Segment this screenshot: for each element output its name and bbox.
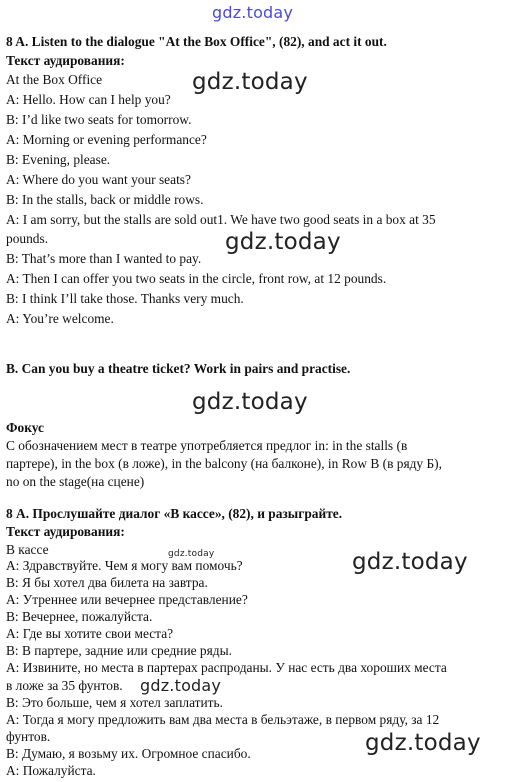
dialogue-line-ru-5: А: Где вы хотите свои места? [6, 626, 174, 641]
dialogue-line-en-6: B: In the stalls, back or middle rows. [6, 192, 204, 207]
dialogue-line-en-10: B: I think I’ll take those. Thanks very much. [6, 291, 244, 306]
script-label-en: Текст аудирования: [6, 53, 125, 68]
dialogue-line-en-5: A: Where do you want your seats? [6, 172, 191, 187]
dialogue-line-en-8: B: That’s more than I wanted to pay. [6, 251, 202, 266]
dialogue-line-en-9: A: Then I can offer you two seats in the circle, front row, at 12 pounds. [6, 271, 387, 286]
focus-label: Фокус [6, 420, 44, 435]
task-8a-heading: 8 A. Listen to the dialogue "At the Box Office", (82), and act it out. [6, 34, 387, 49]
dialogue-title-en: At the Box Office [6, 72, 103, 87]
dialogue-line-en-4: B: Evening, please. [6, 152, 111, 167]
dialogue-line-ru-1: А: Здравствуйте. Чем я могу вам помочь? [6, 558, 243, 573]
dialogue-line-ru-6: B: В партере, задние или средние ряды. [6, 643, 232, 658]
dialogue-title-ru: В кассе [6, 542, 49, 557]
watermark-tiny: gdz.today [168, 549, 215, 559]
dialogue-line-en-3: A: Morning or evening performance? [6, 132, 207, 147]
watermark-top: gdz.today [212, 3, 294, 22]
watermark-2: gdz.today [225, 229, 341, 255]
dialogue-line-en-7: A: I am sorry, but the stalls are sold out1. We have two good seats in a box at 35 [6, 212, 436, 227]
dialogue-line-ru-9-cont: фунтов. [6, 729, 51, 744]
task-8a-heading-ru: 8 А. Прослушайте диалог «В кассе», (82), и разыграйте. [6, 506, 343, 521]
watermark-4: gdz.today [352, 549, 468, 575]
dialogue-line-ru-9: А: Тогда я могу предложить вам два места в бельэтаже, в первом ряду, за 12 [6, 712, 440, 727]
watermark-6: gdz.today [365, 730, 481, 756]
focus-line-1: С обозначением мест в театре употребляется предлог in: in the stalls (в [6, 438, 408, 453]
dialogue-line-ru-11: А: Пожалуйста. [6, 763, 96, 778]
dialogue-line-en-1: A: Hello. How can I help you? [6, 92, 171, 107]
dialogue-line-ru-3: А: Утреннее или вечернее представление? [6, 592, 248, 607]
task-b-heading: B. Can you buy a theatre ticket? Work in pairs and practise. [6, 361, 351, 376]
dialogue-line-en-7-cont: pounds. [6, 231, 49, 246]
dialogue-line-ru-7-cont: в ложе за 35 фунтов. [6, 678, 123, 693]
dialogue-line-ru-10: B: Думаю, я возьму их. Огромное спасибо. [6, 746, 251, 761]
dialogue-line-ru-2: B: Я бы хотел два билета на завтра. [6, 575, 208, 590]
watermark-1: gdz.today [192, 69, 308, 95]
dialogue-line-ru-8: B: Это больше, чем я хотел заплатить. [6, 695, 223, 710]
script-label-ru: Текст аудирования: [6, 524, 125, 539]
dialogue-line-en-11: A: You’re welcome. [6, 311, 114, 326]
focus-line-3: no on the stage(на сцене) [6, 474, 145, 489]
dialogue-line-en-2: B: I’d like two seats for tomorrow. [6, 112, 192, 127]
dialogue-line-ru-7: А: Извините, но места в партерах распроданы. У нас есть два хороших места [6, 660, 447, 675]
dialogue-line-ru-4: B: Вечернее, пожалуйста. [6, 609, 153, 624]
watermark-5: gdz.today [140, 676, 222, 695]
watermark-3: gdz.today [192, 389, 308, 415]
focus-line-2: партере), in the box (в ложе), in the balcony (на балконе), in Row B (в ряду Б), [6, 456, 442, 471]
